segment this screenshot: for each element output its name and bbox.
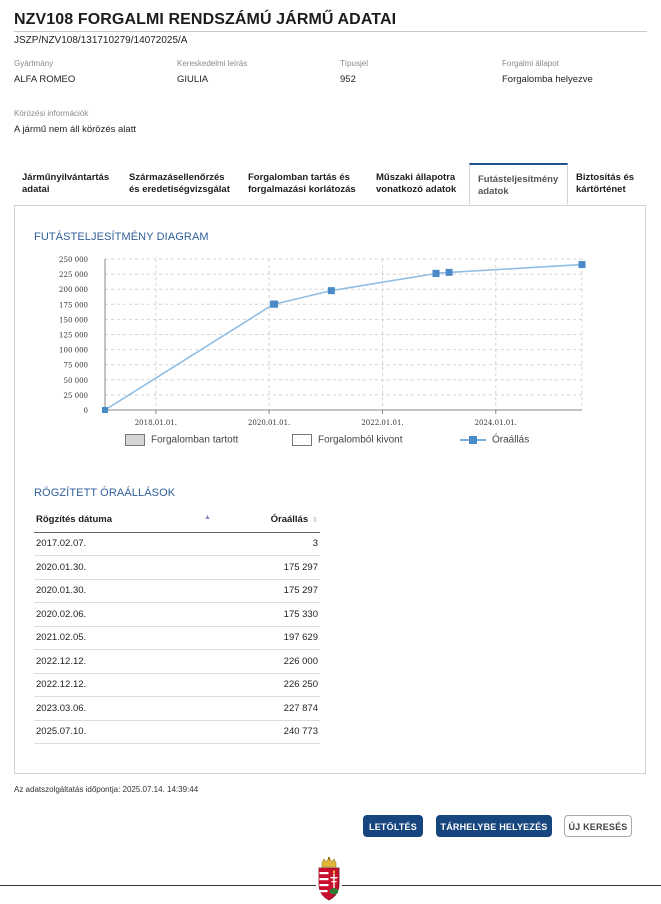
x-tick-label: 2024.01.01. — [474, 419, 517, 427]
table-row — [34, 697, 320, 721]
legend-label: Óraállás — [492, 434, 530, 446]
table-header-row — [34, 507, 320, 532]
series-line — [105, 265, 582, 410]
reading-value: 240 773 — [214, 720, 320, 744]
y-tick-label: 250 000 — [59, 256, 88, 264]
reading-date: 2020.01.30. — [34, 556, 214, 580]
mileage-chart — [0, 0, 661, 430]
store-button[interactable]: TÁRHELYBE HELYEZÉS — [436, 815, 552, 837]
data-timestamp: Az adatszolgáltatás időpontja: 2025.07.14. 14:39:44 — [14, 785, 199, 794]
reading-value: 3 — [214, 532, 320, 556]
y-tick-label: 100 000 — [59, 346, 88, 355]
table-row — [34, 626, 320, 650]
new-search-button[interactable]: ÚJ KERESÉS — [564, 815, 632, 837]
chart-y-ticks — [59, 256, 88, 415]
legend-withdrawn[interactable] — [292, 434, 402, 446]
data-point — [102, 407, 108, 413]
reading-value: 227 874 — [214, 697, 320, 721]
reading-date: 2020.02.06. — [34, 603, 214, 627]
legend-label: Forgalomban tartott — [151, 434, 239, 446]
legend-swatch-gray — [125, 434, 145, 446]
chart-series — [102, 261, 586, 413]
column-header-value[interactable] — [214, 507, 320, 532]
reading-date: 2021.02.05. — [34, 626, 214, 650]
data-point — [433, 270, 440, 277]
data-point — [271, 301, 278, 308]
reading-value: 226 000 — [214, 650, 320, 674]
field-value: A jármű nem áll körözés alatt — [14, 124, 136, 135]
tab-label: Műszaki állapotra — [376, 172, 456, 183]
y-tick-label: 225 000 — [59, 271, 88, 280]
y-tick-label: 50 000 — [63, 376, 88, 385]
reading-value: 175 297 — [214, 579, 320, 603]
x-tick-label: 2018.01.01. — [134, 419, 178, 427]
tab-label: Futásteljesítmény — [478, 174, 559, 185]
reference-code: JSZP/NZV108/131710279/14072025/A — [14, 35, 188, 46]
data-point — [446, 269, 453, 276]
data-point — [328, 287, 335, 294]
column-header-label: Rögzítés dátuma — [36, 513, 113, 525]
field-value: GIULIA — [177, 74, 209, 85]
reading-date: 2020.01.30. — [34, 579, 214, 603]
table-row — [34, 556, 320, 580]
reading-date: 2023.03.06. — [34, 697, 214, 721]
table-row — [34, 579, 320, 603]
y-tick-label: 25 000 — [63, 391, 88, 400]
reading-value: 175 297 — [214, 556, 320, 580]
y-tick-label: 150 000 — [59, 316, 88, 325]
legend-in-traffic[interactable] — [125, 434, 238, 446]
column-header-label: Óraállás — [270, 513, 309, 525]
reading-date: 2022.12.12. — [34, 650, 214, 674]
tab-label: Származásellenőrzés — [129, 172, 225, 183]
chart-axes — [105, 259, 582, 414]
table-row — [34, 673, 320, 697]
page-title: NZV108 FORGALMI RENDSZÁMÚ JÁRMŰ ADATAI — [14, 11, 397, 28]
field-label: Forgalmi állapot — [502, 59, 559, 68]
sort-both-icon: ⇕ — [312, 516, 318, 524]
tab-label: adatok — [478, 186, 509, 197]
x-tick-label: 2022.01.01. — [361, 419, 404, 427]
y-tick-label: 0 — [83, 407, 88, 415]
column-header-date[interactable] — [34, 507, 214, 532]
tab-label: Forgalomban tartás és — [248, 172, 350, 183]
readings-table — [34, 507, 320, 744]
data-point — [579, 261, 586, 268]
readings-section-title: RÖGZÍTETT ÓRAÁLLÁSOK — [34, 487, 176, 499]
reading-date: 2022.12.12. — [34, 673, 214, 697]
x-tick-label: 2020.01.01. — [247, 419, 291, 427]
y-tick-label: 75 000 — [63, 361, 88, 370]
field-label: Körözési információk — [14, 109, 89, 118]
reading-date: 2025.07.10. — [34, 720, 214, 744]
tab-label: Biztosítás és — [576, 172, 635, 183]
field-label: Gyártmány — [14, 59, 54, 68]
tab-label: forgalmazási korlátozás — [248, 184, 356, 195]
tab-label: adatai — [22, 184, 50, 195]
table-row — [34, 650, 320, 674]
legend-line-marker-icon — [460, 434, 486, 446]
y-tick-label: 125 000 — [59, 331, 88, 340]
table-row — [34, 603, 320, 627]
field-label: Típusjel — [340, 59, 369, 68]
legend-label: Forgalomból kivont — [318, 434, 403, 446]
tab-label: Járműnyilvántartás — [22, 172, 110, 183]
field-label: Kereskedelmi leírás — [177, 59, 248, 68]
field-value: Forgalomba helyezve — [502, 74, 593, 85]
sort-asc-icon: ▲ — [204, 514, 211, 521]
table-row — [34, 532, 320, 556]
field-value: ALFA ROMEO — [14, 74, 76, 85]
reading-value: 226 250 — [214, 673, 320, 697]
reading-value: 175 330 — [214, 603, 320, 627]
chart-grid — [105, 259, 582, 410]
tab-label: kártörténet — [576, 184, 626, 195]
legend-odometer[interactable] — [460, 434, 529, 446]
table-row — [34, 720, 320, 744]
legend-swatch-white — [292, 434, 312, 446]
chart-section-title: FUTÁSTELJESÍTMÉNY DIAGRAM — [34, 231, 209, 243]
reading-value: 197 629 — [214, 626, 320, 650]
y-tick-label: 175 000 — [59, 301, 88, 310]
download-button[interactable]: LETÖLTÉS — [363, 815, 423, 837]
tab-label: és eredetiségvizsgálat — [129, 184, 230, 195]
field-value: 952 — [340, 74, 356, 85]
tab-label: vonatkozó adatok — [376, 184, 457, 195]
reading-date: 2017.02.07. — [34, 532, 214, 556]
chart-x-ticks — [135, 419, 517, 427]
hungarian-coat-of-arms-icon — [316, 857, 342, 903]
y-tick-label: 200 000 — [59, 286, 88, 295]
